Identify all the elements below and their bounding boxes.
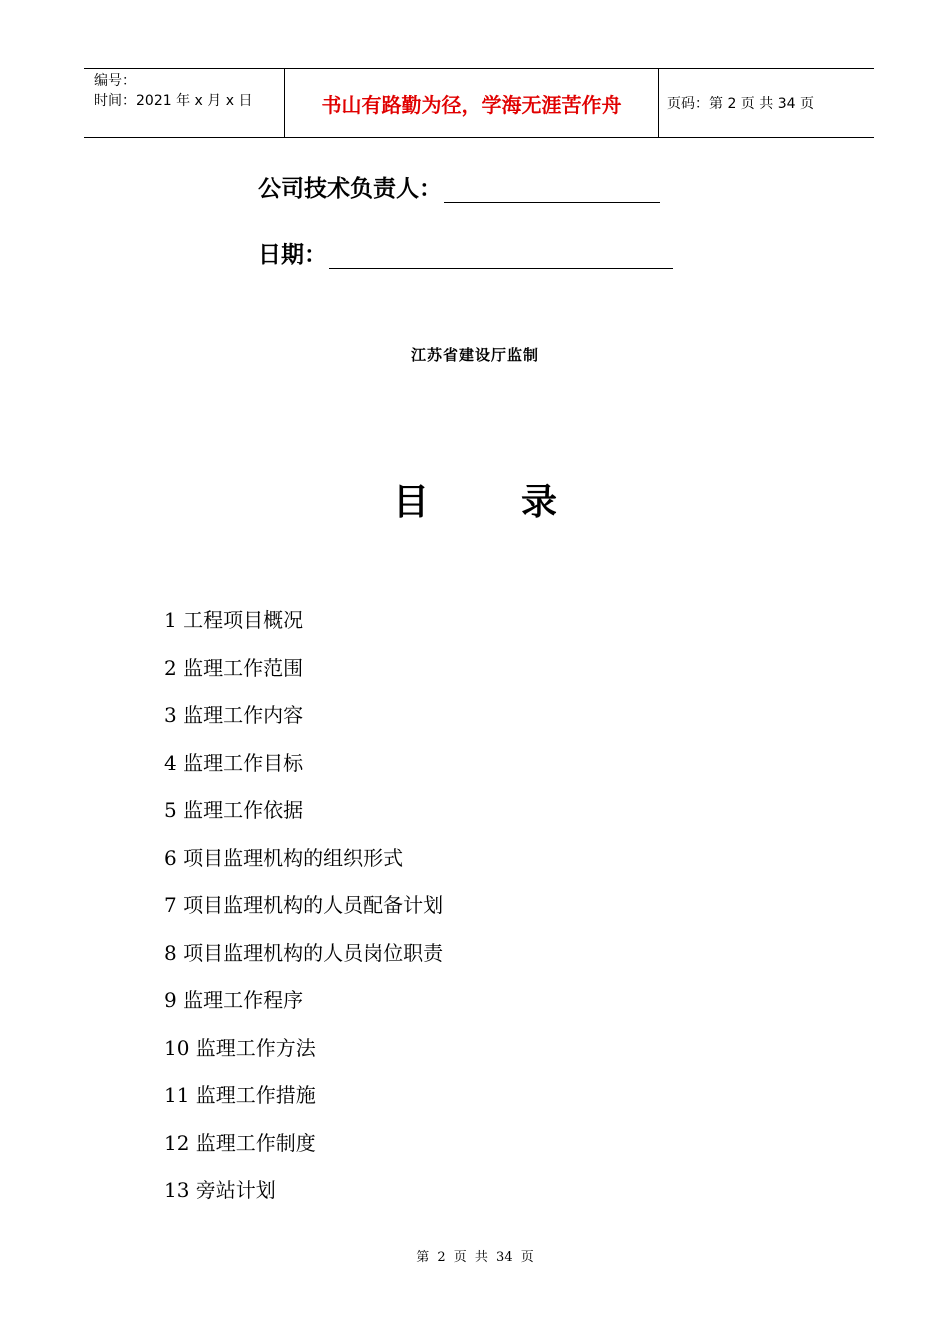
supervisor-text: 江苏省建设厅监制	[410, 346, 539, 364]
number-label: 编号：	[94, 73, 136, 89]
toc-item[interactable]: 8 项目监理机构的人员岗位职责	[164, 940, 444, 965]
toc-title	[0, 474, 950, 525]
toc-item[interactable]: 11 监理工作措施	[164, 1083, 316, 1107]
toc-item[interactable]: 2 监理工作范围	[164, 655, 304, 680]
tech-lead-line	[444, 176, 660, 203]
tech-lead-label: 公司技术负责人：	[258, 176, 442, 202]
toc-item[interactable]: 13 旁站计划	[164, 1178, 276, 1202]
toc-item[interactable]: 7 项目监理机构的人员配备计划	[164, 893, 444, 917]
toc-title-part-2: 录	[521, 481, 558, 523]
toc-item[interactable]: 12 监理工作制度	[164, 1130, 316, 1155]
time-label: 时间：2021 年 x 月 x 日	[94, 93, 253, 109]
toc-item[interactable]: 1 工程项目概况	[164, 608, 304, 632]
toc-item[interactable]: 10 监理工作方法	[164, 1035, 316, 1060]
page-footer: 第 2 页 共 34 页	[416, 1250, 534, 1265]
date-label: 日期：	[258, 242, 327, 268]
toc-item[interactable]: 9 监理工作程序	[164, 988, 304, 1012]
motto: 书山有路勤为径，学海无涯苦作舟	[285, 69, 659, 137]
toc-item[interactable]: 4 监理工作目标	[164, 750, 304, 775]
tech-lead-signature	[258, 170, 660, 203]
toc-item[interactable]: 5 监理工作依据	[164, 798, 304, 822]
date-signature	[258, 236, 673, 269]
toc-item[interactable]: 6 项目监理机构的组织形式	[164, 845, 404, 870]
toc-item[interactable]: 3 监理工作内容	[164, 703, 304, 727]
toc-list	[164, 604, 443, 1222]
page-header	[84, 68, 874, 138]
toc-title-part-1: 目	[392, 481, 429, 523]
date-line	[329, 242, 673, 269]
header-meta	[84, 69, 285, 137]
page-info: 页码：第 2 页 共 34 页	[667, 96, 814, 112]
